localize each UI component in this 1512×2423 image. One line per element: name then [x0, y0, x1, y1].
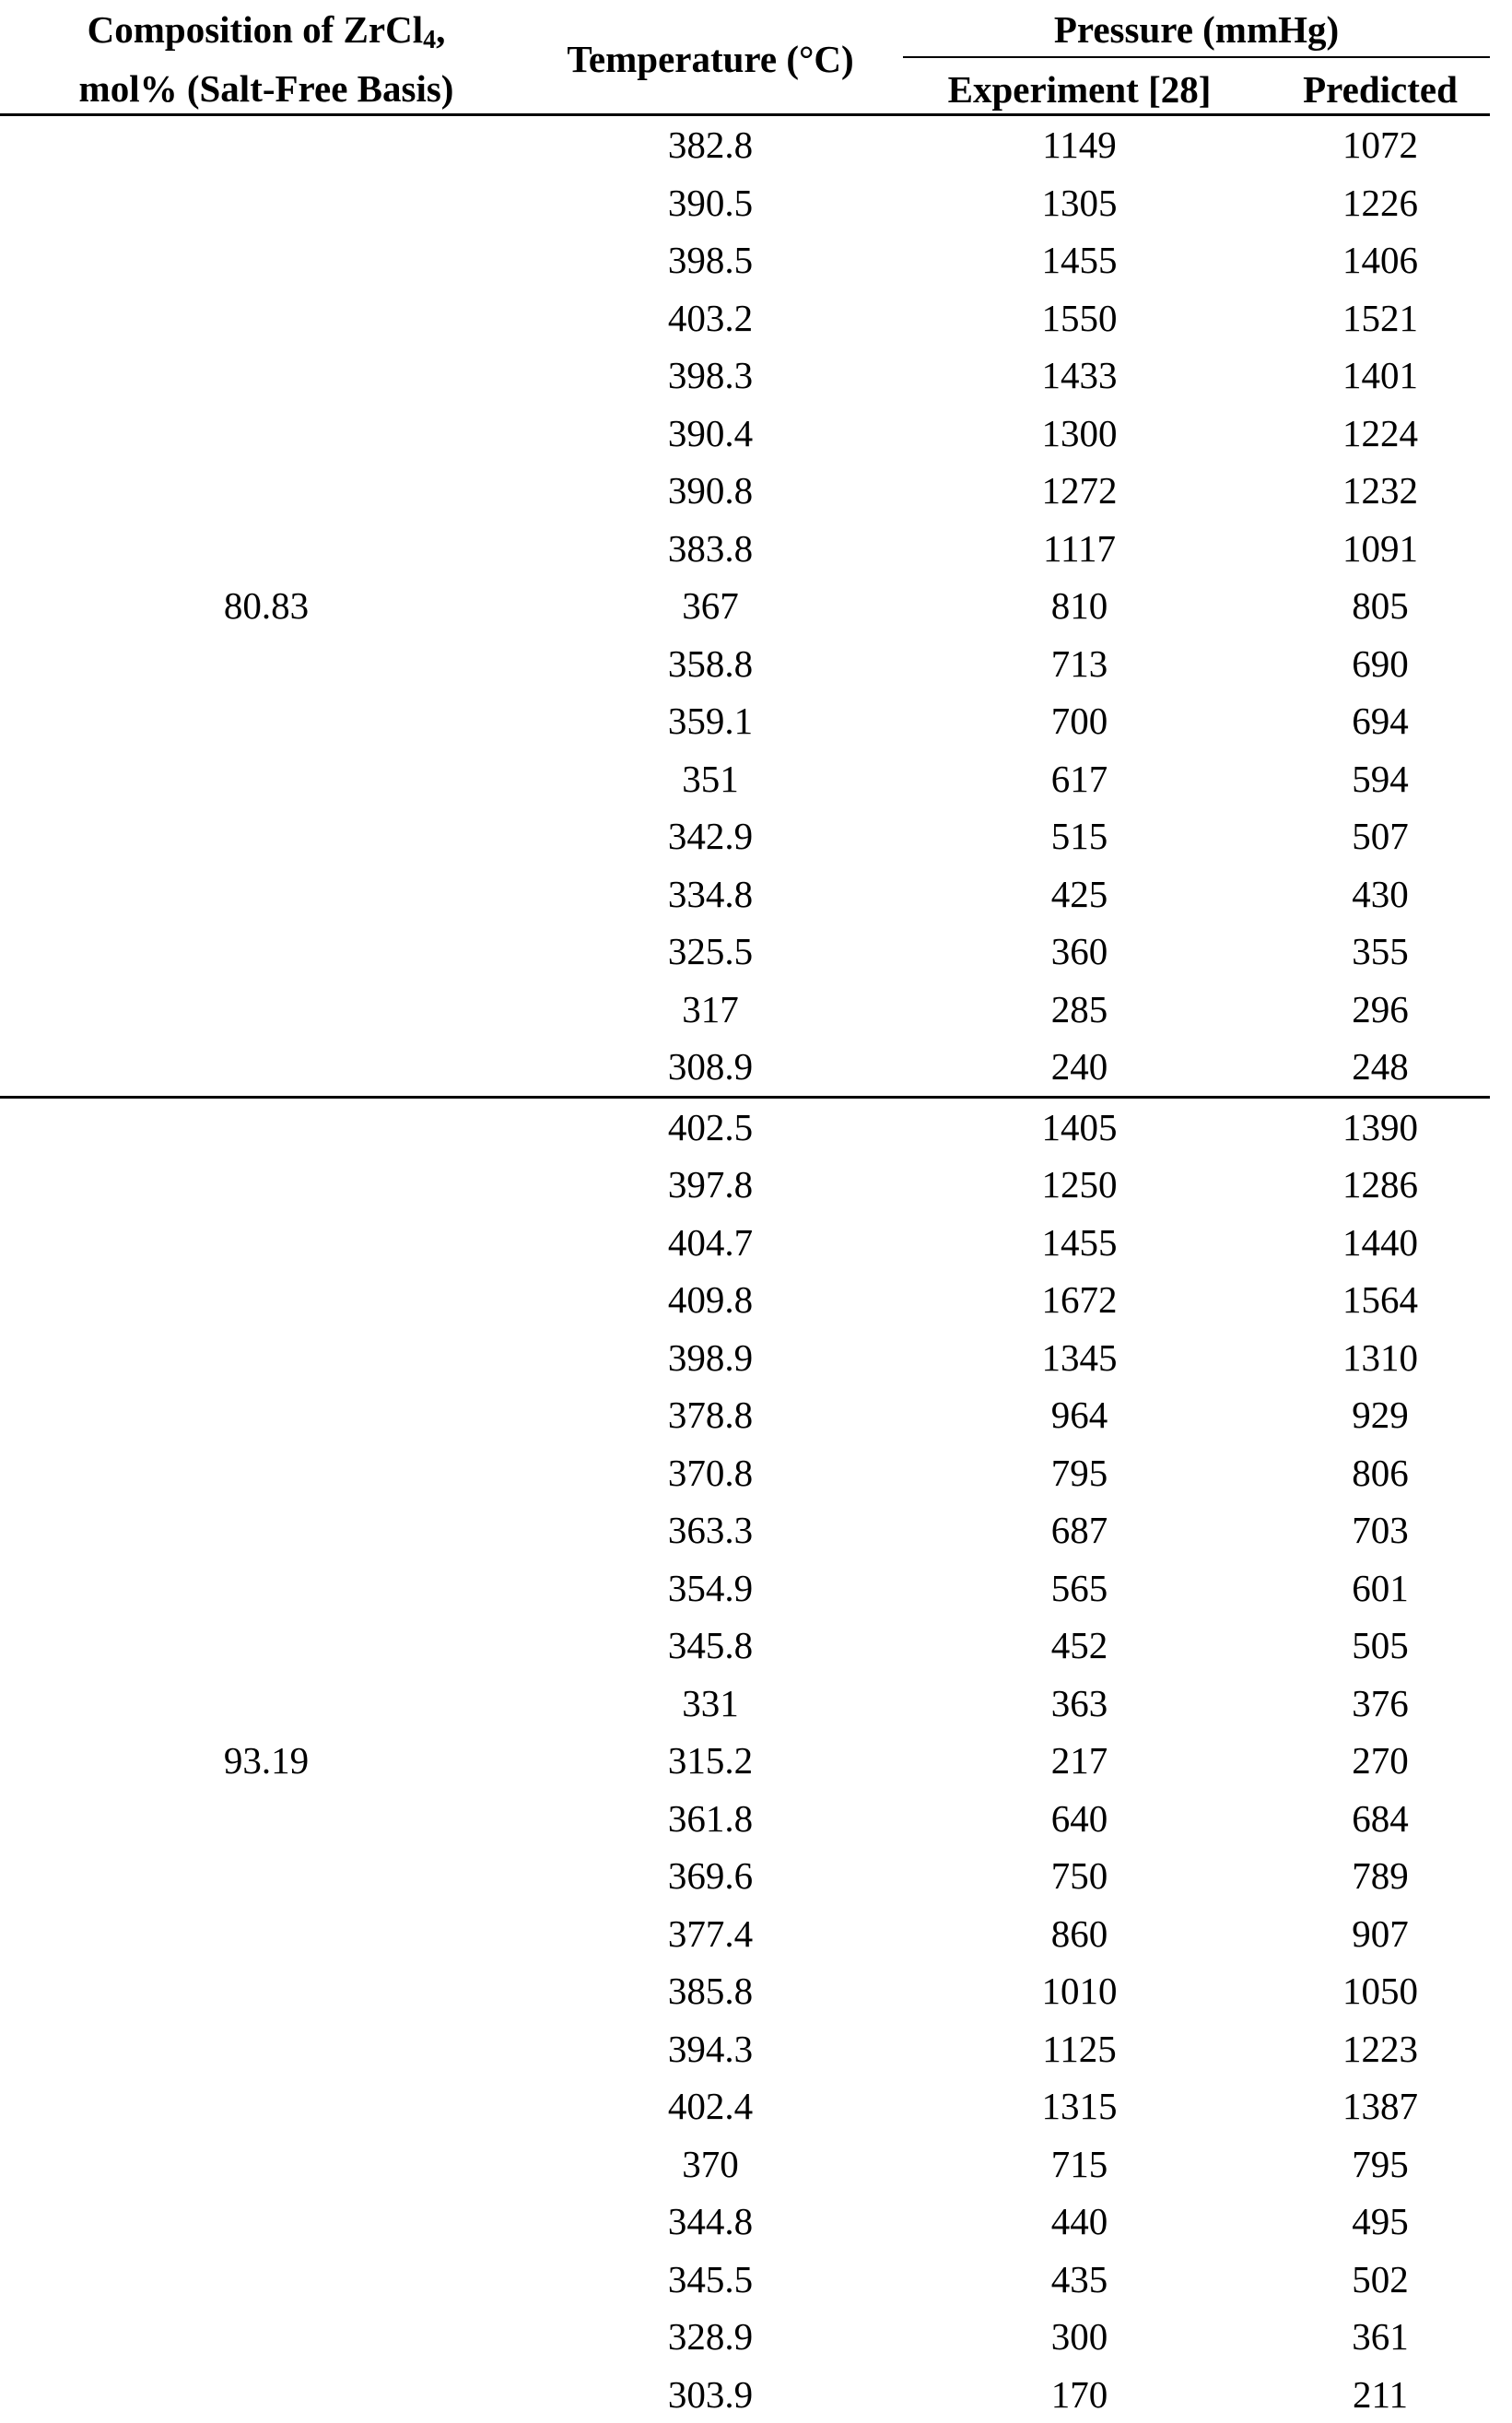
experiment-pressure-cell: 1010 — [888, 1962, 1271, 2020]
experiment-pressure-cell: 1405 — [888, 1097, 1271, 1156]
predicted-pressure-cell: 703 — [1271, 1501, 1490, 1559]
experiment-pressure-cell: 964 — [888, 1386, 1271, 1444]
temperature-cell: 377.4 — [533, 1905, 888, 1963]
experiment-pressure-cell: 715 — [888, 2135, 1271, 2194]
predicted-pressure-cell: 601 — [1271, 1559, 1490, 1617]
experiment-pressure-cell: 360 — [888, 923, 1271, 981]
experiment-pressure-cell: 700 — [888, 692, 1271, 750]
temperature-cell: 382.8 — [533, 116, 888, 174]
temperature-cell: 361.8 — [533, 1790, 888, 1848]
predicted-pressure-cell: 355 — [1271, 923, 1490, 981]
header-predicted: Predicted — [1271, 61, 1490, 118]
experiment-pressure-cell: 1300 — [888, 405, 1271, 463]
predicted-pressure-cell: 789 — [1271, 1847, 1490, 1905]
header-experiment: Experiment [28] — [888, 61, 1271, 118]
predicted-pressure-cell: 430 — [1271, 865, 1490, 923]
temperature-cell: 385.8 — [533, 1962, 888, 2020]
experiment-pressure-cell: 217 — [888, 1732, 1271, 1790]
predicted-pressure-cell: 795 — [1271, 2135, 1490, 2194]
predicted-pressure-cell: 1564 — [1271, 1271, 1490, 1329]
header-temperature: Temperature (°C) — [533, 0, 888, 118]
temperature-cell: 369.6 — [533, 1847, 888, 1905]
experiment-pressure-cell: 1455 — [888, 1214, 1271, 1272]
temperature-cell: 354.9 — [533, 1559, 888, 1617]
experiment-pressure-cell: 617 — [888, 750, 1271, 808]
header-composition-subscript: 4 — [423, 26, 436, 54]
predicted-pressure-cell: 361 — [1271, 2308, 1490, 2366]
experiment-pressure-cell: 1345 — [888, 1329, 1271, 1387]
temperature-cell: 403.2 — [533, 289, 888, 347]
experiment-pressure-cell: 300 — [888, 2308, 1271, 2366]
predicted-pressure-cell: 495 — [1271, 2193, 1490, 2251]
header-composition-line1: Composition of ZrCl — [88, 8, 423, 51]
experiment-pressure-cell: 1125 — [888, 2020, 1271, 2078]
temperature-cell: 359.1 — [533, 692, 888, 750]
predicted-pressure-cell: 1072 — [1271, 116, 1490, 174]
experiment-pressure-cell: 795 — [888, 1444, 1271, 1502]
predicted-pressure-cell: 1050 — [1271, 1962, 1490, 2020]
predicted-pressure-cell: 1521 — [1271, 289, 1490, 347]
predicted-pressure-cell: 1440 — [1271, 1214, 1490, 1272]
experiment-pressure-cell: 170 — [888, 2366, 1271, 2423]
temperature-cell: 402.4 — [533, 2077, 888, 2135]
temperature-cell: 358.8 — [533, 635, 888, 693]
temperature-cell: 308.9 — [533, 1038, 888, 1097]
predicted-pressure-cell: 376 — [1271, 1675, 1490, 1733]
experiment-pressure-cell: 285 — [888, 981, 1271, 1039]
temperature-cell: 363.3 — [533, 1501, 888, 1559]
predicted-pressure-cell: 1310 — [1271, 1329, 1490, 1387]
header-composition — [0, 0, 533, 118]
experiment-pressure-cell: 435 — [888, 2251, 1271, 2309]
experiment-pressure-cell: 1672 — [888, 1271, 1271, 1329]
experiment-pressure-cell: 1315 — [888, 2077, 1271, 2135]
predicted-pressure-cell: 1401 — [1271, 347, 1490, 405]
experiment-pressure-cell: 1149 — [888, 116, 1271, 174]
experiment-pressure-cell: 750 — [888, 1847, 1271, 1905]
experiment-pressure-cell: 1433 — [888, 347, 1271, 405]
experiment-pressure-cell: 452 — [888, 1617, 1271, 1675]
experiment-pressure-cell: 440 — [888, 2193, 1271, 2251]
predicted-pressure-cell: 694 — [1271, 692, 1490, 750]
predicted-pressure-cell: 502 — [1271, 2251, 1490, 2309]
predicted-pressure-cell: 1224 — [1271, 405, 1490, 463]
experiment-pressure-cell: 713 — [888, 635, 1271, 693]
temperature-cell: 345.5 — [533, 2251, 888, 2309]
composition-cell: 80.83 — [0, 116, 533, 1097]
temperature-cell: 402.5 — [533, 1097, 888, 1156]
temperature-cell: 370 — [533, 2135, 888, 2194]
temperature-cell: 331 — [533, 1675, 888, 1733]
table-row — [0, 116, 1490, 174]
temperature-cell: 325.5 — [533, 923, 888, 981]
temperature-cell: 342.9 — [533, 807, 888, 865]
temperature-cell: 344.8 — [533, 2193, 888, 2251]
predicted-pressure-cell: 1232 — [1271, 462, 1490, 520]
predicted-pressure-cell: 296 — [1271, 981, 1490, 1039]
experiment-pressure-cell: 425 — [888, 865, 1271, 923]
predicted-pressure-cell: 1390 — [1271, 1097, 1490, 1156]
temperature-cell: 397.8 — [533, 1156, 888, 1214]
temperature-cell: 370.8 — [533, 1444, 888, 1502]
header-composition-comma: , — [436, 8, 445, 51]
predicted-pressure-cell: 505 — [1271, 1617, 1490, 1675]
predicted-pressure-cell: 1223 — [1271, 2020, 1490, 2078]
predicted-pressure-cell: 1226 — [1271, 174, 1490, 232]
predicted-pressure-cell: 211 — [1271, 2366, 1490, 2423]
predicted-pressure-cell: 1406 — [1271, 231, 1490, 289]
temperature-cell: 351 — [533, 750, 888, 808]
temperature-cell: 367 — [533, 577, 888, 635]
experiment-pressure-cell: 687 — [888, 1501, 1271, 1559]
predicted-pressure-cell: 929 — [1271, 1386, 1490, 1444]
experiment-pressure-cell: 1305 — [888, 174, 1271, 232]
predicted-pressure-cell: 907 — [1271, 1905, 1490, 1963]
header-composition-line2: mol% (Salt-Free Basis) — [0, 59, 533, 118]
experiment-pressure-cell: 1250 — [888, 1156, 1271, 1214]
predicted-pressure-cell: 684 — [1271, 1790, 1490, 1848]
predicted-pressure-cell: 1286 — [1271, 1156, 1490, 1214]
predicted-pressure-cell: 806 — [1271, 1444, 1490, 1502]
experiment-pressure-cell: 565 — [888, 1559, 1271, 1617]
temperature-cell: 398.3 — [533, 347, 888, 405]
table-row — [0, 1097, 1490, 1156]
experiment-pressure-cell: 860 — [888, 1905, 1271, 1963]
experiment-pressure-cell: 640 — [888, 1790, 1271, 1848]
temperature-cell: 383.8 — [533, 520, 888, 578]
experiment-pressure-cell: 240 — [888, 1038, 1271, 1097]
temperature-cell: 409.8 — [533, 1271, 888, 1329]
predicted-pressure-cell: 805 — [1271, 577, 1490, 635]
predicted-pressure-cell: 270 — [1271, 1732, 1490, 1790]
temperature-cell: 315.2 — [533, 1732, 888, 1790]
predicted-pressure-cell: 690 — [1271, 635, 1490, 693]
temperature-cell: 390.8 — [533, 462, 888, 520]
experiment-pressure-cell: 1117 — [888, 520, 1271, 578]
experiment-pressure-cell: 1455 — [888, 231, 1271, 289]
temperature-cell: 404.7 — [533, 1214, 888, 1272]
temperature-cell: 345.8 — [533, 1617, 888, 1675]
predicted-pressure-cell: 248 — [1271, 1038, 1490, 1097]
header-pressure-group: Pressure (mmHg) — [903, 0, 1490, 59]
table-body — [0, 116, 1490, 2423]
temperature-cell: 390.5 — [533, 174, 888, 232]
temperature-cell: 398.5 — [533, 231, 888, 289]
temperature-cell: 378.8 — [533, 1386, 888, 1444]
temperature-cell: 390.4 — [533, 405, 888, 463]
predicted-pressure-cell: 1387 — [1271, 2077, 1490, 2135]
composition-cell: 93.19 — [0, 1097, 533, 2423]
temperature-cell: 303.9 — [533, 2366, 888, 2423]
predicted-pressure-cell: 594 — [1271, 750, 1490, 808]
experiment-pressure-cell: 1550 — [888, 289, 1271, 347]
predicted-pressure-cell: 1091 — [1271, 520, 1490, 578]
experiment-pressure-cell: 1272 — [888, 462, 1271, 520]
temperature-cell: 398.9 — [533, 1329, 888, 1387]
temperature-cell: 328.9 — [533, 2308, 888, 2366]
temperature-cell: 317 — [533, 981, 888, 1039]
experiment-pressure-cell: 363 — [888, 1675, 1271, 1733]
experiment-pressure-cell: 515 — [888, 807, 1271, 865]
predicted-pressure-cell: 507 — [1271, 807, 1490, 865]
pressure-group-rule — [903, 56, 1490, 58]
temperature-cell: 394.3 — [533, 2020, 888, 2078]
temperature-cell: 334.8 — [533, 865, 888, 923]
experiment-pressure-cell: 810 — [888, 577, 1271, 635]
